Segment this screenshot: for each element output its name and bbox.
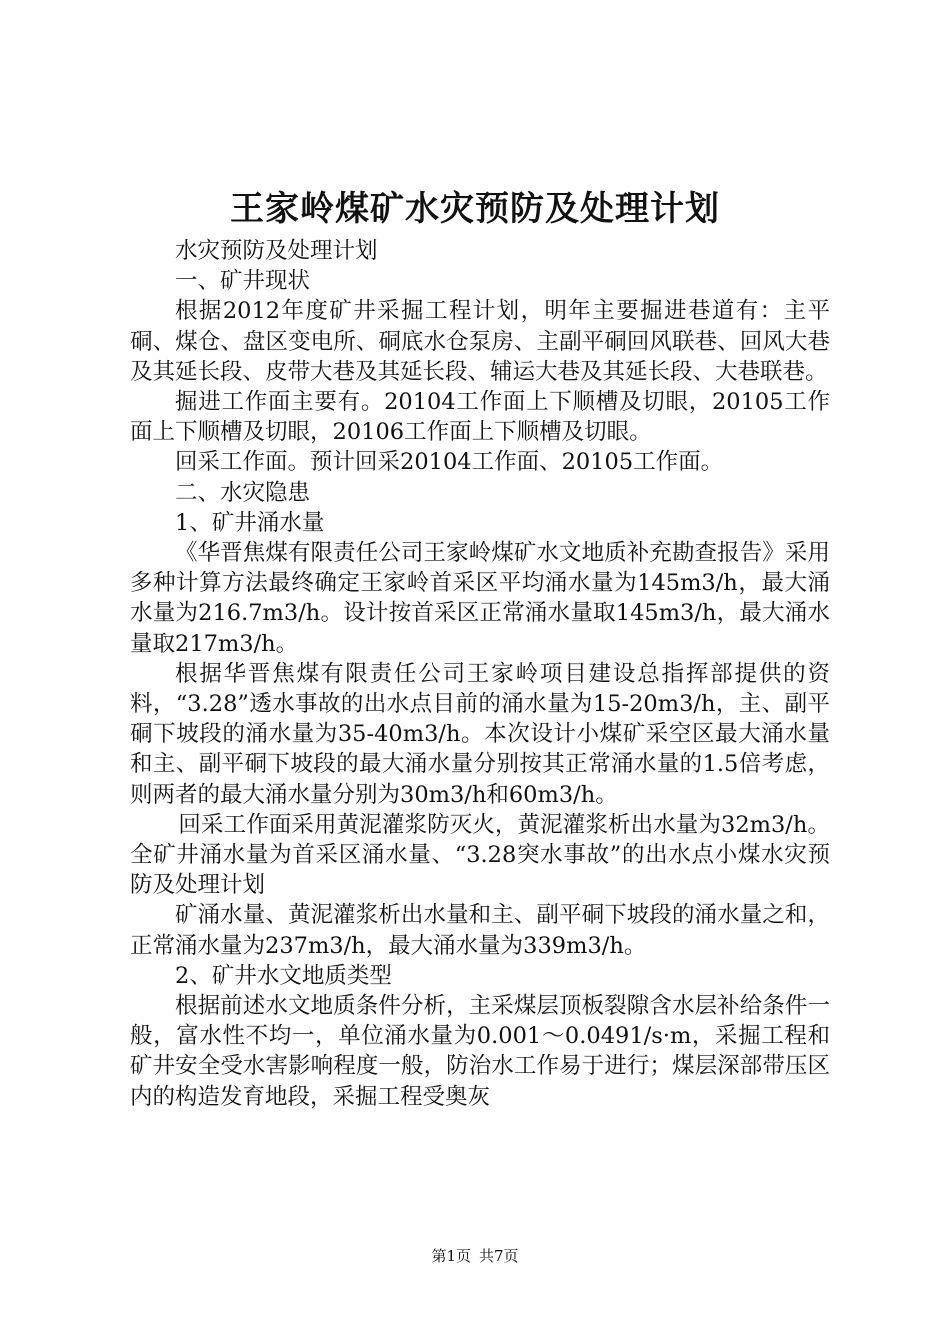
page-total: 共7页 (479, 1247, 519, 1265)
paragraph: 回采工作面。预计回采20104工作面、20105工作面。 (175, 449, 724, 476)
paragraph: 回采工作面采用黄泥灌浆防灭火，黄泥灌浆析出水量为32m3/h。全矿井涌水量为首采区涌水量、“3.28突水事故”的出水点小煤水灾预防及处理计划 (130, 811, 830, 899)
section-heading-1: 一、矿井现状 (175, 268, 311, 295)
paragraph-subtitle: 水灾预防及处理计划 (175, 238, 378, 264)
page-footer (0, 1246, 950, 1266)
page-number: 第1页 (431, 1247, 471, 1265)
paragraph: 根据前述水文地质条件分析，主采煤层顶板裂隙含水层补给条件一般，富水性不均一，单位涌水量为0.001～0.0491/s·m，采掘工程和矿井安全受水害影响程度一般，防治水工作易于进行；煤层深部带压区内的构造发育地段，采掘工程受奥灰 (130, 993, 830, 1110)
paragraph: 根据2012年度矿井采掘工程计划，明年主要掘进巷道有：主平硐、煤仓、盘区变电所、硐底水仓泵房、主副平硐回风联巷、回风大巷及其延长段、皮带大巷及其延长段、辅运大巷及其延长段、大巷联巷。 (130, 298, 830, 385)
section-heading-2: 二、水灾隐患 (175, 479, 311, 506)
document-body (130, 236, 830, 1112)
paragraph: 矿涌水量、黄泥灌浆析出水量和主、副平硐下坡段的涌水量之和，正常涌水量为237m3/h，最大涌水量为339m3/h。 (130, 902, 830, 959)
subsection-heading: 1、矿井涌水量 (175, 509, 325, 536)
subsection-heading: 2、矿井水文地质类型 (175, 962, 392, 989)
document-title: 王家岭煤矿水灾预防及处理计划 (230, 189, 720, 229)
paragraph: 《华晋焦煤有限责任公司王家岭煤矿水文地质补充勘查报告》采用多种计算方法最终确定王家岭首采区平均涌水量为145m3/h，最大涌水量为216.7m3/h。设计按首采区正常涌水量取145m3/h，最大涌水量取217m3/h。 (130, 540, 830, 657)
paragraph: 掘进工作面主要有。20104工作面上下顺槽及切眼，20105工作面上下顺槽及切眼，20106工作面上下顺槽及切眼。 (130, 389, 830, 446)
paragraph: 根据华晋焦煤有限责任公司王家岭项目建设总指挥部提供的资料，“3.28”透水事故的出水点目前的涌水量为15-20m3/h，主、副平硐下坡段的涌水量为35-40m3/h。本次设计小煤矿采空区最大涌水量和主、副平硐下坡段的最大涌水量分别按其正常涌水量的1.5倍考虑，则两者的最大涌水量分别为30m3/h和60m3/h。 (130, 660, 830, 808)
